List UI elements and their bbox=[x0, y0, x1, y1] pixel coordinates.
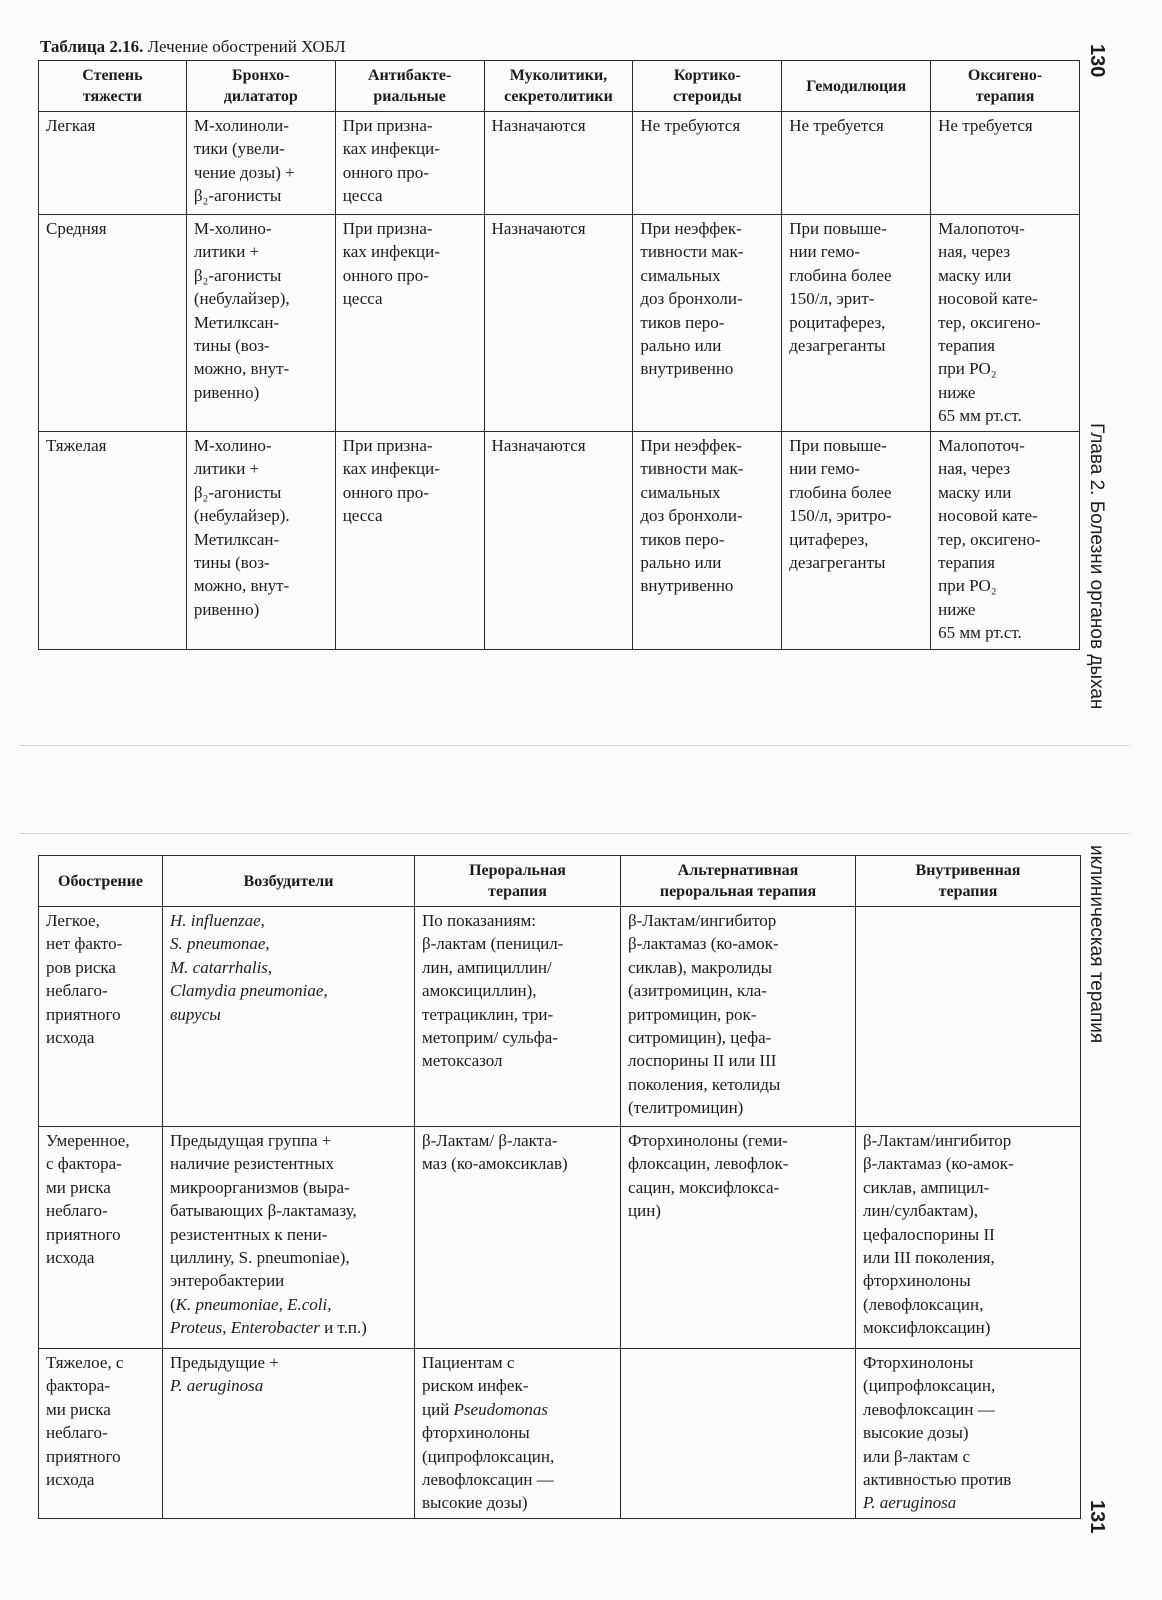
pathogen-names: H. influenzae, S. pneumonae, M. catarrhalis, Clamydia pneumoniae, вирусы bbox=[170, 911, 328, 1024]
table-header-row bbox=[39, 61, 1080, 112]
cell-exacerbation: Легкое, нет факто- ров риска неблаго- приятного исхода bbox=[39, 907, 163, 1127]
oral-text-end: фторхинолоны (ципрофлоксацин, левофлоксацин — высокие дозы) bbox=[422, 1423, 555, 1513]
pathogens-text: Предыдущие + bbox=[170, 1353, 279, 1372]
table-row bbox=[39, 907, 1081, 1127]
oral-species: Pseudomonas bbox=[453, 1399, 548, 1419]
cell-pathogens bbox=[163, 907, 415, 1127]
table-row bbox=[39, 1349, 1081, 1519]
header-exacerbation: Обострение bbox=[39, 856, 163, 907]
cell-pathogens bbox=[163, 1127, 415, 1349]
cell-mucolytics: Назначаются bbox=[484, 215, 633, 432]
cell-corticosteroids: Не требуются bbox=[633, 112, 782, 215]
cell-severity: Средняя bbox=[39, 215, 187, 432]
cell-oral-therapy bbox=[415, 1349, 621, 1519]
cell-oral-therapy: β-Лактам/ β-лакта- маз (ко-амоксиклав) bbox=[415, 1127, 621, 1349]
header-pathogens: Возбудители bbox=[163, 856, 415, 907]
header-hemodilution: Гемодилюция bbox=[782, 61, 931, 112]
cell-oxygen-therapy: Малопоточ- ная, через маску или носовой кате- тер, оксигено- терапия при PO₂ ниже 65 мм рт.ст. bbox=[931, 432, 1080, 650]
table-title: Лечение обострений ХОБЛ bbox=[147, 37, 346, 56]
cell-exacerbation: Умеренное, с фактора- ми риска неблаго- приятного исхода bbox=[39, 1127, 163, 1349]
cell-oxygen-therapy: Не требуется bbox=[931, 112, 1080, 215]
cell-alternative-oral-therapy: Фторхинолоны (геми- флоксацин, левофлок- сацин, моксифлокса- цин) bbox=[621, 1127, 856, 1349]
cell-bronchodilator: М-холиноли- тики (увели- чение дозы) + β₂-агонисты bbox=[186, 112, 335, 215]
iv-species: P. aeruginosa bbox=[863, 1493, 957, 1513]
iv-text: Фторхинолоны (ципрофлоксацин, левофлоксацин — высокие дозы) или β-лактам с активностью против bbox=[863, 1353, 1012, 1490]
cell-severity: Тяжелая bbox=[39, 432, 187, 650]
cell-hemodilution: При повыше- нии гемо- глобина более 150/л, эритро- цитаферез, дезагреганты bbox=[782, 432, 931, 650]
cell-alternative-oral-therapy: β-Лактам/ингибитор β-лактамаз (ко-амок- сиклав), макролиды (азитромицин, кла- ритромицин, рок- ситромицин), цефа- лоспорины II или III поколения, кетолиды (телитромицин) bbox=[621, 907, 856, 1127]
header-bronchodilator: Бронхо- дилататор bbox=[186, 61, 335, 112]
cell-hemodilution: Не требуется bbox=[782, 112, 931, 215]
header-intravenous-therapy: Внутривенная терапия bbox=[856, 856, 1081, 907]
cell-intravenous-therapy bbox=[856, 907, 1081, 1127]
bottom-page bbox=[38, 855, 1080, 1519]
cell-hemodilution: При повыше- нии гемо- глобина более 150/л, эрит- роцитаферез, дезагреганты bbox=[782, 215, 931, 432]
cell-pathogens bbox=[163, 1349, 415, 1519]
cell-oxygen-therapy: Малопоточ- ная, через маску или носовой кате- тер, оксигено- терапия при PO₂ ниже 65 мм рт.ст. bbox=[931, 215, 1080, 432]
cell-intravenous-therapy bbox=[856, 1349, 1081, 1519]
cell-antibacterial: При призна- ках инфекци- онного про- цесса bbox=[335, 432, 484, 650]
cell-mucolytics: Назначаются bbox=[484, 432, 633, 650]
cell-intravenous-therapy: β-Лактам/ингибитор β-лактамаз (ко-амок- сиклав, ампицил- лин/сулбактам), цефалоспорины II или III поколения, фторхинолоны (левофлоксацин, моксифлоксацин) bbox=[856, 1127, 1081, 1349]
cell-bronchodilator: М-холино- литики + β₂-агонисты (небулайзер). Метилксан- тины (воз- можно, внут- ривенно) bbox=[186, 432, 335, 650]
pathogens-species: P. aeruginosa bbox=[170, 1376, 264, 1396]
page-number-130: 130 bbox=[1086, 44, 1108, 78]
table-row bbox=[39, 1127, 1081, 1349]
cell-oral-therapy: По показаниям: β-лактам (пеницил- лин, ампициллин/ амоксициллин), тетрациклин, три- метоприм/ сульфа- метоксазол bbox=[415, 907, 621, 1127]
cell-severity: Легкая bbox=[39, 112, 187, 215]
running-head-section: иклиническая терапия bbox=[1086, 845, 1107, 1044]
header-severity: Степень тяжести bbox=[39, 61, 187, 112]
table-header-row bbox=[39, 856, 1081, 907]
cell-antibacterial: При призна- ках инфекци- онного про- цесса bbox=[335, 215, 484, 432]
table-row bbox=[39, 215, 1080, 432]
cell-exacerbation: Тяжелое, с фактора- ми риска неблаго- приятного исхода bbox=[39, 1349, 163, 1519]
page-number-131: 131 bbox=[1086, 1500, 1108, 1534]
cell-mucolytics: Назначаются bbox=[484, 112, 633, 215]
header-oral-therapy: Пероральная терапия bbox=[415, 856, 621, 907]
cell-corticosteroids: При неэффек- тивности мак- симальных доз бронхоли- тиков перо- рально или внутривенно bbox=[633, 215, 782, 432]
antibiotic-therapy-table bbox=[38, 855, 1081, 1519]
header-antibacterial: Антибакте- риальные bbox=[335, 61, 484, 112]
header-mucolytics: Муколитики, секретолитики bbox=[484, 61, 633, 112]
cell-bronchodilator: М-холино- литики + β₂-агонисты (небулайзер), Метилксан- тины (воз- можно, внут- ривенно) bbox=[186, 215, 335, 432]
top-page bbox=[38, 36, 1080, 650]
cell-antibacterial: При призна- ках инфекци- онного про- цесса bbox=[335, 112, 484, 215]
header-oxygen-therapy: Оксигено- терапия bbox=[931, 61, 1080, 112]
cell-alternative-oral-therapy bbox=[621, 1349, 856, 1519]
pathogens-species: K. pneumoniae, E.coli, Proteus, Enterobacter bbox=[170, 1294, 332, 1338]
table-caption bbox=[40, 36, 1080, 58]
header-corticosteroids: Кортико- стероиды bbox=[633, 61, 782, 112]
running-head-chapter: Глава 2. Болезни органов дыхан bbox=[1086, 423, 1107, 710]
header-alternative-oral-therapy: Альтернативная пероральная терапия bbox=[621, 856, 856, 907]
table-row bbox=[39, 432, 1080, 650]
pathogens-text: Предыдущая группа + наличие резистентных микроорганизмов (выра- батывающих β-лактамазу, резистентных к пени- циллину, S. pneumoniae), энтеробактерии ( bbox=[170, 1131, 357, 1314]
table-row bbox=[39, 112, 1080, 215]
table-number: Таблица 2.16. bbox=[40, 37, 144, 56]
cell-corticosteroids: При неэффек- тивности мак- симальных доз бронхоли- тиков перо- рально или внутривенно bbox=[633, 432, 782, 650]
oral-text: Пациентам с риском инфек- ций bbox=[422, 1353, 529, 1419]
scan-noise-line bbox=[20, 745, 1130, 746]
copd-exacerbation-table bbox=[38, 60, 1080, 650]
scan-noise-line bbox=[20, 833, 1130, 834]
pathogens-text-end: и т.п.) bbox=[319, 1318, 367, 1338]
